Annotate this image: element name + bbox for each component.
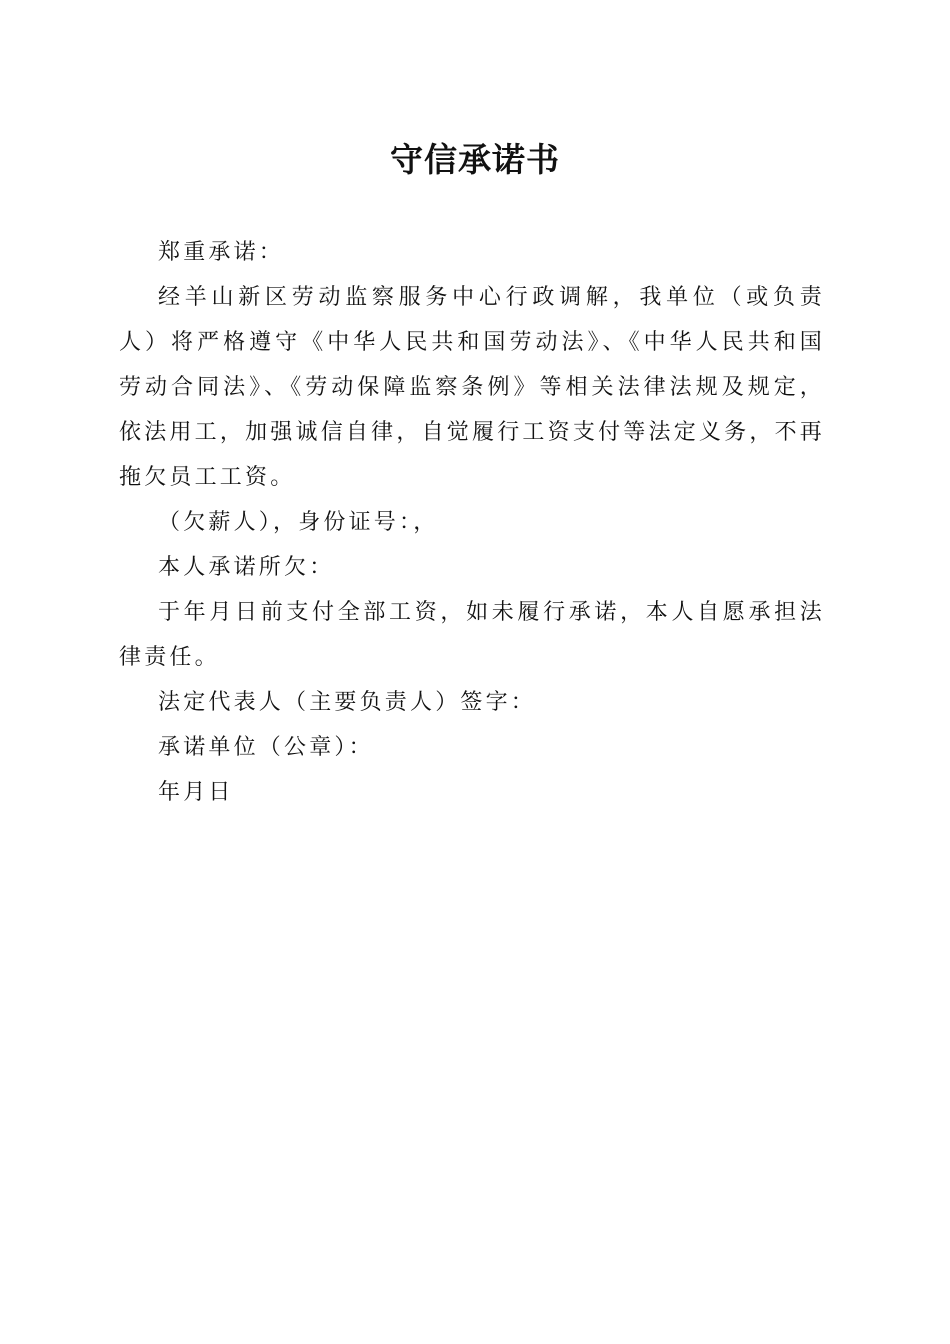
document-title: 守信承诺书 <box>390 140 560 179</box>
salutation-paragraph: 郑重承诺： <box>158 240 285 265</box>
debtor-id-paragraph: （欠薪人），身份证号：， <box>158 510 439 535</box>
commitment-paragraph: 经羊山新区劳动监察服务中心行政调解，我单位（或负责人）将严格遵守《中华人民共和国劳动法》、《中华人民共和国劳动合同法》、《劳动保障监察条例》等相关法律法规及规定，依法用工，加强诚信自律，自觉履行工资支付等法定义务，不再拖欠员工工资。 <box>119 285 825 490</box>
date-line: 年月日 <box>158 780 234 805</box>
document-body <box>119 230 825 815</box>
company-seal-line: 承诺单位（公章）： <box>158 735 374 760</box>
legal-representative-signature-line: 法定代表人（主要负责人）签字： <box>158 690 537 715</box>
payment-deadline-paragraph: 于年月日前支付全部工资，如未履行承诺，本人自愿承担法律责任。 <box>119 600 825 670</box>
owed-amount-paragraph: 本人承诺所欠： <box>158 555 335 580</box>
